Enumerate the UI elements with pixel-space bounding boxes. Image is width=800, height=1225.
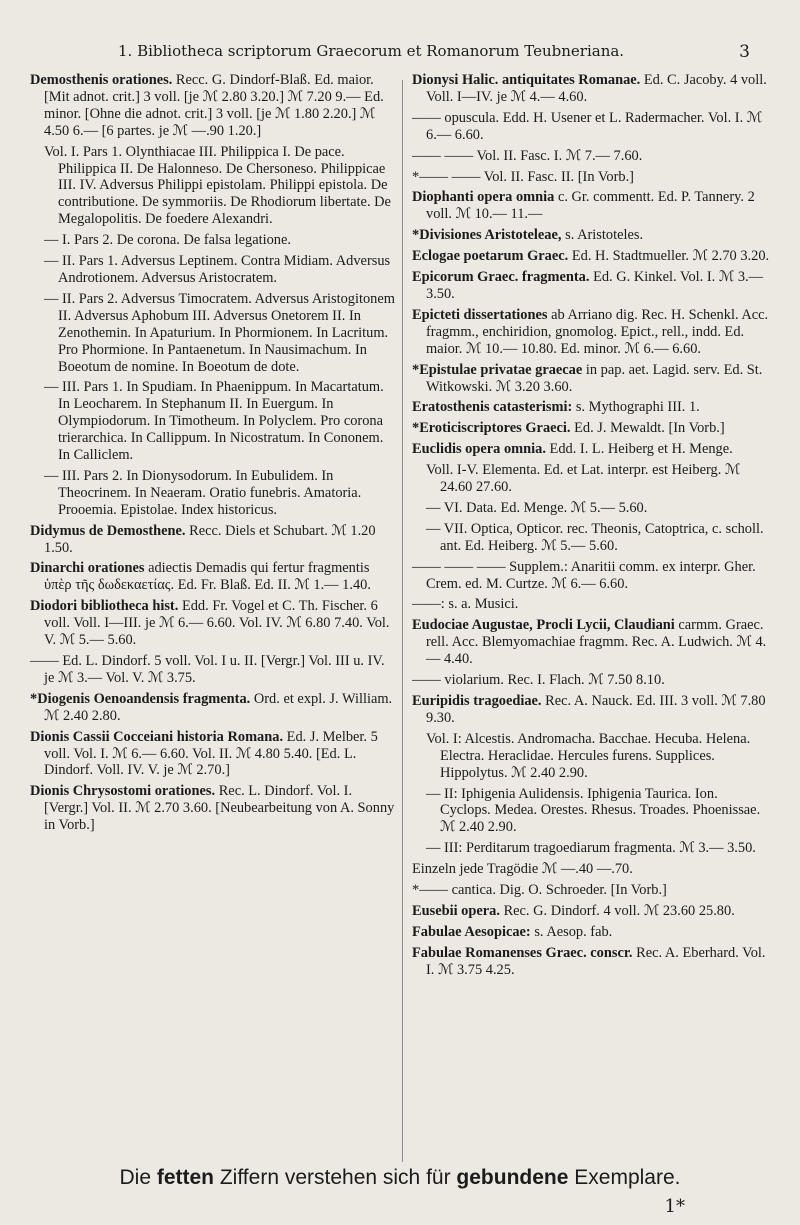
catalog-entry: [412, 399, 770, 416]
entry-heading: Epicorum Graec. fragmenta.: [412, 269, 590, 286]
entry-text: —— Ed. L. Dindorf. 5 voll. Vol. I u. II. [Vergr.] Vol. III u. IV. je ℳ 3.— Vol. V. ℳ 3.75.: [30, 653, 385, 686]
catalog-entry: [412, 559, 770, 593]
entry-text: Edd. I. L. Heiberg et H. Menge.: [549, 441, 733, 458]
entry-heading: *Diogenis Oenoandensis fragmenta.: [30, 690, 251, 707]
entry-text: Vol. I: Alcestis. Andromacha. Bacchae. Hecuba. Helena. Electra. Heraclidae. Hercules furens. Supplices. Hippolytus. ℳ 2.40 2.90.: [426, 730, 751, 781]
catalog-entry: [412, 945, 770, 979]
entry-heading: Dionysi Halic. antiquitates Romanae.: [412, 72, 641, 88]
catalog-entry: [30, 691, 398, 725]
catalog-entry: [426, 521, 770, 555]
entry-text: —— violarium. Rec. I. Flach. ℳ 7.50 8.10.: [412, 672, 665, 689]
catalog-entry: [30, 729, 398, 780]
entry-text: Ed. J. Mewaldt. [In Vorb.]: [574, 420, 725, 437]
entry-heading: Diophanti opera omnia: [412, 189, 555, 206]
entry-heading: Fabulae Aesopicae:: [412, 923, 531, 940]
entry-text: adiectis Demadis qui fertur fragmentis ὑπὲρ τῆς δωδεκαετίας. Ed. Fr. Blaß. Ed. II. ℳ 1.— 1.40.: [44, 560, 371, 594]
catalog-entry: [30, 72, 398, 140]
catalog-entry: [44, 379, 398, 464]
catalog-entry: [44, 253, 398, 287]
entry-heading: Eusebii opera.: [412, 902, 500, 919]
catalog-entry: [44, 144, 398, 229]
entry-heading: Eratosthenis catasterismi:: [412, 399, 573, 416]
entry-text: —— —— —— Supplem.: Anaritii comm. ex interpr. Gher. Crem. ed. M. Curtze. ℳ 6.— 6.60.: [412, 558, 756, 592]
entry-text: ab Arriano dig. Rec. H. Schenkl. Acc. fragmm., enchiridion, gnomolog. Epict., rell., indd. Ed. maior. ℳ 10.— 10.80. Ed. minor. ℳ 6.— 6.60.: [426, 306, 769, 357]
catalog-entry: [30, 523, 398, 557]
entry-heading: Didymus de Demosthene.: [30, 522, 186, 539]
catalog-entry: [412, 248, 770, 265]
entry-heading: Fabulae Romanenses Graec. conscr.: [412, 944, 633, 961]
entry-text: Edd. Fr. Vogel et C. Th. Fischer. 6 voll. Voll. I—III. je ℳ 6.— 6.60. Vol. IV. ℳ 6.80 7.40. Vol. V. ℳ 5.— 5.60.: [44, 598, 390, 649]
catalog-entry: [412, 882, 770, 899]
catalog-entry: [412, 72, 770, 106]
catalog-entry: [412, 227, 770, 244]
entry-text: Ed. H. Stadtmueller. ℳ 2.70 3.20.: [571, 248, 770, 265]
catalog-entry: [426, 786, 770, 837]
entry-text: — II. Pars 1. Adversus Leptinem. Contra Midiam. Adversus Androtionem. Adversus Aristocratem.: [44, 253, 391, 286]
entry-text: *—— —— Vol. II. Fasc. II. [In Vorb.]: [412, 168, 634, 185]
catalog-entry: [412, 269, 770, 303]
catalog-entry: [412, 924, 770, 941]
entry-text: Ed. J. Melber. 5 voll. Vol. I. ℳ 6.— 6.60. Vol. II. ℳ 4.80 5.40. [Ed. L. Dindorf. Voll. IV. V. je ℳ 2.70.]: [44, 728, 378, 779]
column-divider: [402, 80, 403, 1162]
entry-heading: *Epistulae privatae graecae: [412, 361, 583, 378]
catalog-entry: [412, 672, 770, 689]
signature-mark: 1*: [664, 1196, 685, 1217]
entry-text: — VII. Optica, Opticor. rec. Theonis, Catoptrica, c. scholl. ant. Ed. Heiberg. ℳ 5.— 5.60.: [426, 520, 764, 554]
catalog-entry: [412, 693, 770, 727]
entry-text: Voll. I-V. Elementa. Ed. et Lat. interpr. est Heiberg. ℳ 24.60 27.60.: [426, 462, 741, 496]
entry-heading: *Eroticiscriptores Graeci.: [412, 420, 571, 437]
catalog-entry: [412, 362, 770, 396]
entry-text: Vol. I. Pars 1. Olynthiacae III. Philippica I. De pace. Philippica II. De Halonneso. De Chersoneso. Philippicae III. IV. Adversus Philippi epistolam. Philippi epistola. De contributione. De symmoriis. De Rhodiorum libertate. De Megalopolitis. De foedere Alexandri.: [44, 143, 391, 228]
catalog-entry: [412, 169, 770, 186]
entry-text: carmm. Graec. rell. Acc. Blemyomachiae fragmm. Rec. A. Ludwich. ℳ 4.— 4.40.: [426, 617, 767, 668]
catalog-entry: [44, 291, 398, 376]
entry-heading: Diodori bibliotheca hist.: [30, 598, 179, 615]
catalog-entry: [30, 653, 398, 687]
page-number: 3: [739, 42, 750, 62]
entry-text: —— —— Vol. II. Fasc. I. ℳ 7.— 7.60.: [412, 147, 643, 164]
catalog-entry: [412, 420, 770, 437]
entry-text: Rec. L. Dindorf. Vol. I. [Vergr.] Vol. II. ℳ 2.70 3.60. [Neubearbeitung von A. Sonny in Vorb.]: [44, 783, 395, 834]
catalog-entry: [30, 598, 398, 649]
entry-text: Recc. Diels et Schubart. ℳ 1.20 1.50.: [44, 522, 376, 556]
entry-text: — II. Pars 2. Adversus Timocratem. Adversus Aristogitonem II. Adversus Aphobum III. Adversus Onetorem II. In Zenothemin. In Apaturium. In Phormionem. In Lacritum. Pro Phormione. In Pantaenetum. In Nausimachum. In Boeotum de nomine. In Boeotum de dote.: [44, 290, 395, 375]
catalog-entry: [412, 441, 770, 458]
catalog-entry: [44, 232, 398, 249]
entry-heading: Demosthenis orationes.: [30, 72, 173, 88]
entry-text: Ord. et expl. J. William. ℳ 2.40 2.80.: [44, 690, 393, 724]
entry-heading: Euripidis tragoediae.: [412, 693, 542, 709]
catalog-entry: [412, 861, 770, 878]
entry-text: *—— cantica. Dig. O. Schroeder. [In Vorb.]: [412, 882, 667, 899]
entry-text: — III: Perditarum tragoediarum fragmenta. ℳ 3.— 3.50.: [426, 840, 756, 857]
catalog-entry: [412, 148, 770, 165]
entry-text: Recc. G. Dindorf-Blaß. Ed. maior. [Mit adnot. crit.] 3 voll. [je ℳ 2.80 3.20.] ℳ 7.20 9.— Ed. minor. [Ohne die adnot. crit.] 3 voll. [je ℳ 1.80 2.20.] ℳ 4.50 6.— [6 partes. je ℳ —.90 1.20.]: [44, 72, 384, 139]
catalog-entry: [44, 468, 398, 519]
entry-text: Einzeln jede Tragödie ℳ —.40 —.70.: [412, 861, 633, 878]
entry-heading: Epicteti dissertationes: [412, 306, 548, 323]
header-title: 1. Bibliotheca scriptorum Graecorum et Romanorum Teubneriana.: [118, 42, 625, 60]
catalog-entry: [30, 783, 398, 834]
entry-text: — I. Pars 2. De corona. De falsa legatione.: [44, 232, 291, 249]
running-header: [0, 42, 800, 68]
catalog-entry: [412, 903, 770, 920]
left-column: [30, 72, 398, 838]
entry-heading: *Divisiones Aristoteleae,: [412, 227, 562, 244]
right-column: [412, 72, 770, 983]
entry-text: s. Aristoteles.: [565, 227, 644, 244]
catalog-entry: [412, 189, 770, 223]
entry-text: Rec. A. Nauck. Ed. III. 3 voll. ℳ 7.80 9.30.: [426, 693, 766, 726]
binding-note: Die fetten Ziffern verstehen sich für gebundene Exemplare.: [119, 1166, 681, 1189]
catalog-entry: [426, 500, 770, 517]
catalog-entry: [412, 617, 770, 668]
catalog-entry: [412, 110, 770, 144]
catalog-entry: [412, 596, 770, 613]
entry-heading: Dionis Chrysostomi orationes.: [30, 783, 216, 800]
entry-text: Ed. C. Jacoby. 4 voll. Voll. I—IV. je ℳ 4.— 4.60.: [426, 72, 767, 105]
entry-text: s. Aesop. fab.: [534, 923, 613, 940]
entry-text: in pap. aet. Lagid. serv. Ed. St. Witkowski. ℳ 3.20 3.60.: [426, 361, 763, 395]
catalog-entry: [412, 307, 770, 358]
entry-text: s. Mythographi III. 1.: [575, 399, 700, 416]
entry-heading: Dionis Cassii Cocceiani historia Romana.: [30, 728, 284, 745]
entry-text: — VI. Data. Ed. Menge. ℳ 5.— 5.60.: [426, 499, 648, 516]
entry-text: —— opuscula. Edd. H. Usener et L. Radermacher. Vol. I. ℳ 6.— 6.60.: [412, 109, 763, 143]
entry-text: — II: Iphigenia Aulidensis. Iphigenia Taurica. Ion. Cyclops. Medea. Orestes. Rhesus. Troades. Phoenissae. ℳ 2.40 2.90.: [426, 785, 761, 836]
entry-heading: Eclogae poetarum Graec.: [412, 248, 569, 265]
entry-text: Rec. G. Dindorf. 4 voll. ℳ 23.60 25.80.: [503, 902, 735, 919]
entry-text: c. Gr. commentt. Ed. P. Tannery. 2 voll. ℳ 10.— 11.—: [426, 189, 755, 223]
entry-text: — III. Pars 2. In Dionysodorum. In Eubulidem. In Theocrinem. In Neaeram. Oratio funebris. Amatoria. Prooemia. Epistolae. Index historicus.: [44, 467, 362, 518]
entry-text: Rec. A. Eberhard. Vol. I. ℳ 3.75 4.25.: [426, 944, 766, 978]
entry-heading: Euclidis opera omnia.: [412, 441, 546, 458]
entry-heading: Dinarchi orationes: [30, 560, 145, 577]
entry-text: — III. Pars 1. In Spudiam. In Phaenippum. In Macartatum. In Leocharem. In Stephanum II. In Euergum. In Olympiodorum. In Timotheum. In Polyclem. Pro corona trierarchica. In Callippum. In Nicostratum. In Cononem. In Calliclem.: [44, 379, 384, 464]
entry-text: Ed. G. Kinkel. Vol. I. ℳ 3.— 3.50.: [426, 269, 764, 302]
catalog-entry: [426, 462, 770, 496]
catalog-entry: [426, 840, 770, 857]
catalog-entry: [30, 560, 398, 594]
entry-text: ——: s. a. Musici.: [412, 596, 519, 613]
entry-heading: Eudociae Augustae, Procli Lycii, Claudiani: [412, 617, 675, 634]
catalog-entry: [426, 731, 770, 782]
